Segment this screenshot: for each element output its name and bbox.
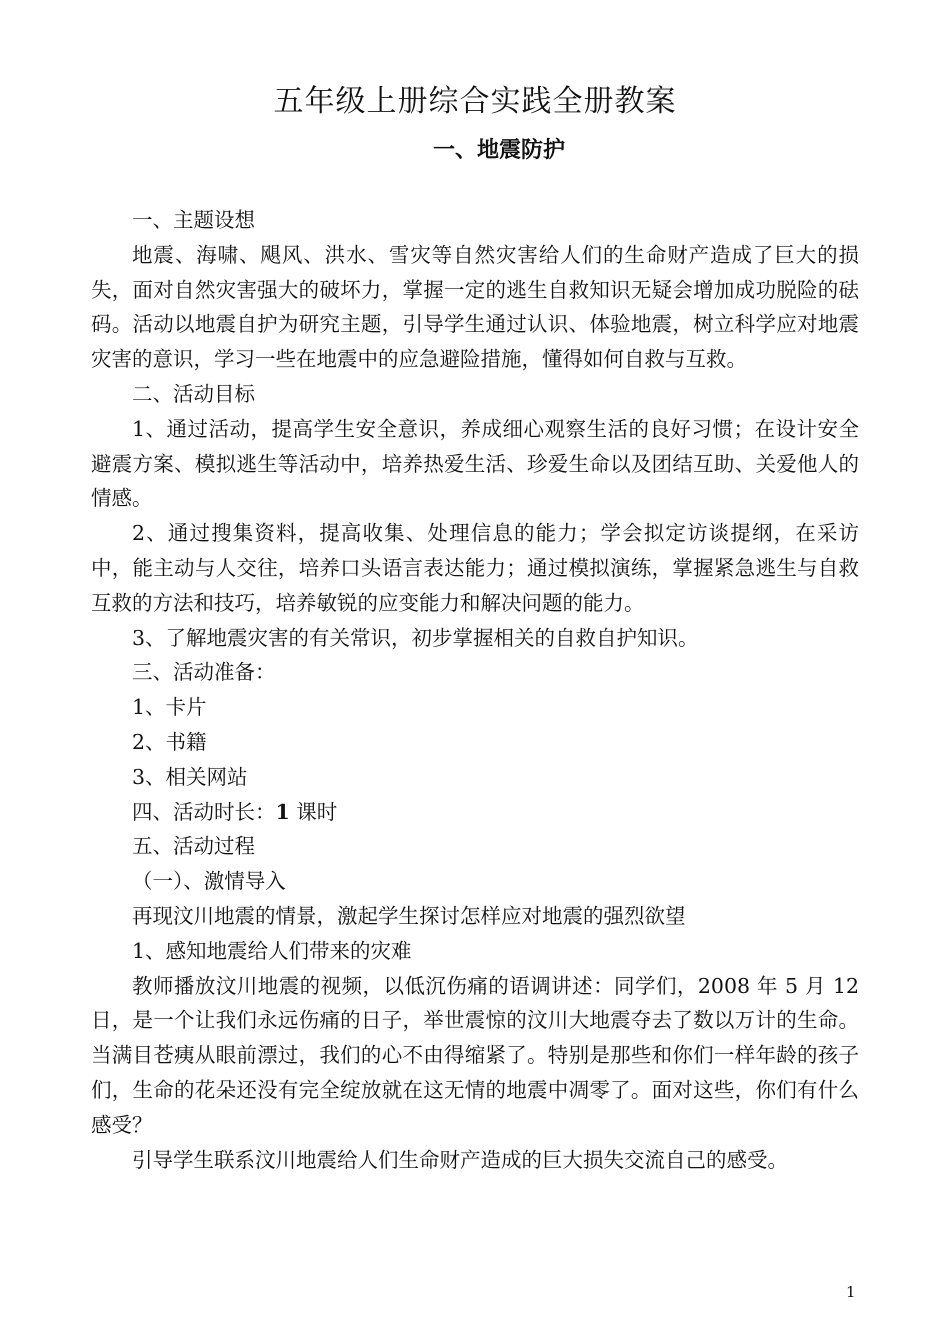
document-body [91,203,859,1177]
duration-label: 四、活动时长： [132,799,276,824]
document-title: 五年级上册综合实践全册教案 [273,84,677,119]
section-title: 一、地震防护 [432,138,565,163]
paragraph-guide-students: 引导学生联系汶川地震给人们生命财产造成的巨大损失交流自己的感受。 [132,1147,788,1172]
prep-item-cards: 1、卡片 [132,695,207,720]
step-heading-1: 1、感知地震给人们带来的灾难 [132,938,412,963]
heading-process: 五、活动过程 [132,834,255,859]
paragraph-intro: 再现汶川地震的情景，激起学生探讨怎样应对地震的强烈欲望 [132,903,686,928]
heading-preparation: 三、活动准备： [132,660,276,685]
prep-item-books: 2、书籍 [132,729,207,754]
duration-value: 1 [275,799,290,824]
heading-duration [91,795,859,830]
paragraph-goal-1: 1、通过活动，提高学生安全意识，养成细心观察生活的良好习惯；在设计安全避震方案、模拟逃生等活动中，培养热爱生活、珍爱生命以及团结互助、关爱他人的情感。 [91,416,859,511]
heading-theme: 一、主题设想 [132,208,255,232]
paragraph-teacher-video: 教师播放汶川地震的视频，以低沉伤痛的语调讲述：同学们，2008 年 5 月 12 日，是一个让我们永远伤痛的日子，举世震惊的汶川大地震夺去了数以万计的生命。当满目苍痍从眼前漂过，我们的心不由得缩紧了。特别是那些和你们一样年龄的孩子们，生命的花朵还没有完全绽放就在这无情的地震中凋零了。面对这些，你们有什么感受？ [91,973,859,1137]
subheading-intro: （一）、激情导入 [132,869,286,894]
paragraph-theme: 地震、海啸、飓风、洪水、雪灾等自然灾害给人们的生命财产造成了巨大的损失，面对自然灾害强大的破坏力，掌握一定的逃生自救知识无疑会增加成功脱险的砝码。活动以地震自护为研究主题，引导学生通过认识、体验地震，树立科学应对地震灾害的意识，学习一些在地震中的应急避险措施，懂得如何自救与互救。 [91,242,859,372]
paragraph-goal-3: 3、了解地震灾害的有关常识，初步掌握相关的自救自护知识。 [132,625,699,650]
page-number: 1 [846,1283,856,1301]
paragraph-goal-2: 2、通过搜集资料，提高收集、处理信息的能力；学会拟定访谈提纲，在采访中，能主动与人交往，培养口头语言表达能力；通过模拟演练，掌握紧急逃生与自救互救的方法和技巧，培养敏锐的应变能力和解决问题的能力。 [91,521,859,615]
duration-unit: 课时 [296,799,338,824]
heading-goals: 二、活动目标 [132,381,255,406]
prep-item-websites: 3、相关网站 [132,764,248,789]
